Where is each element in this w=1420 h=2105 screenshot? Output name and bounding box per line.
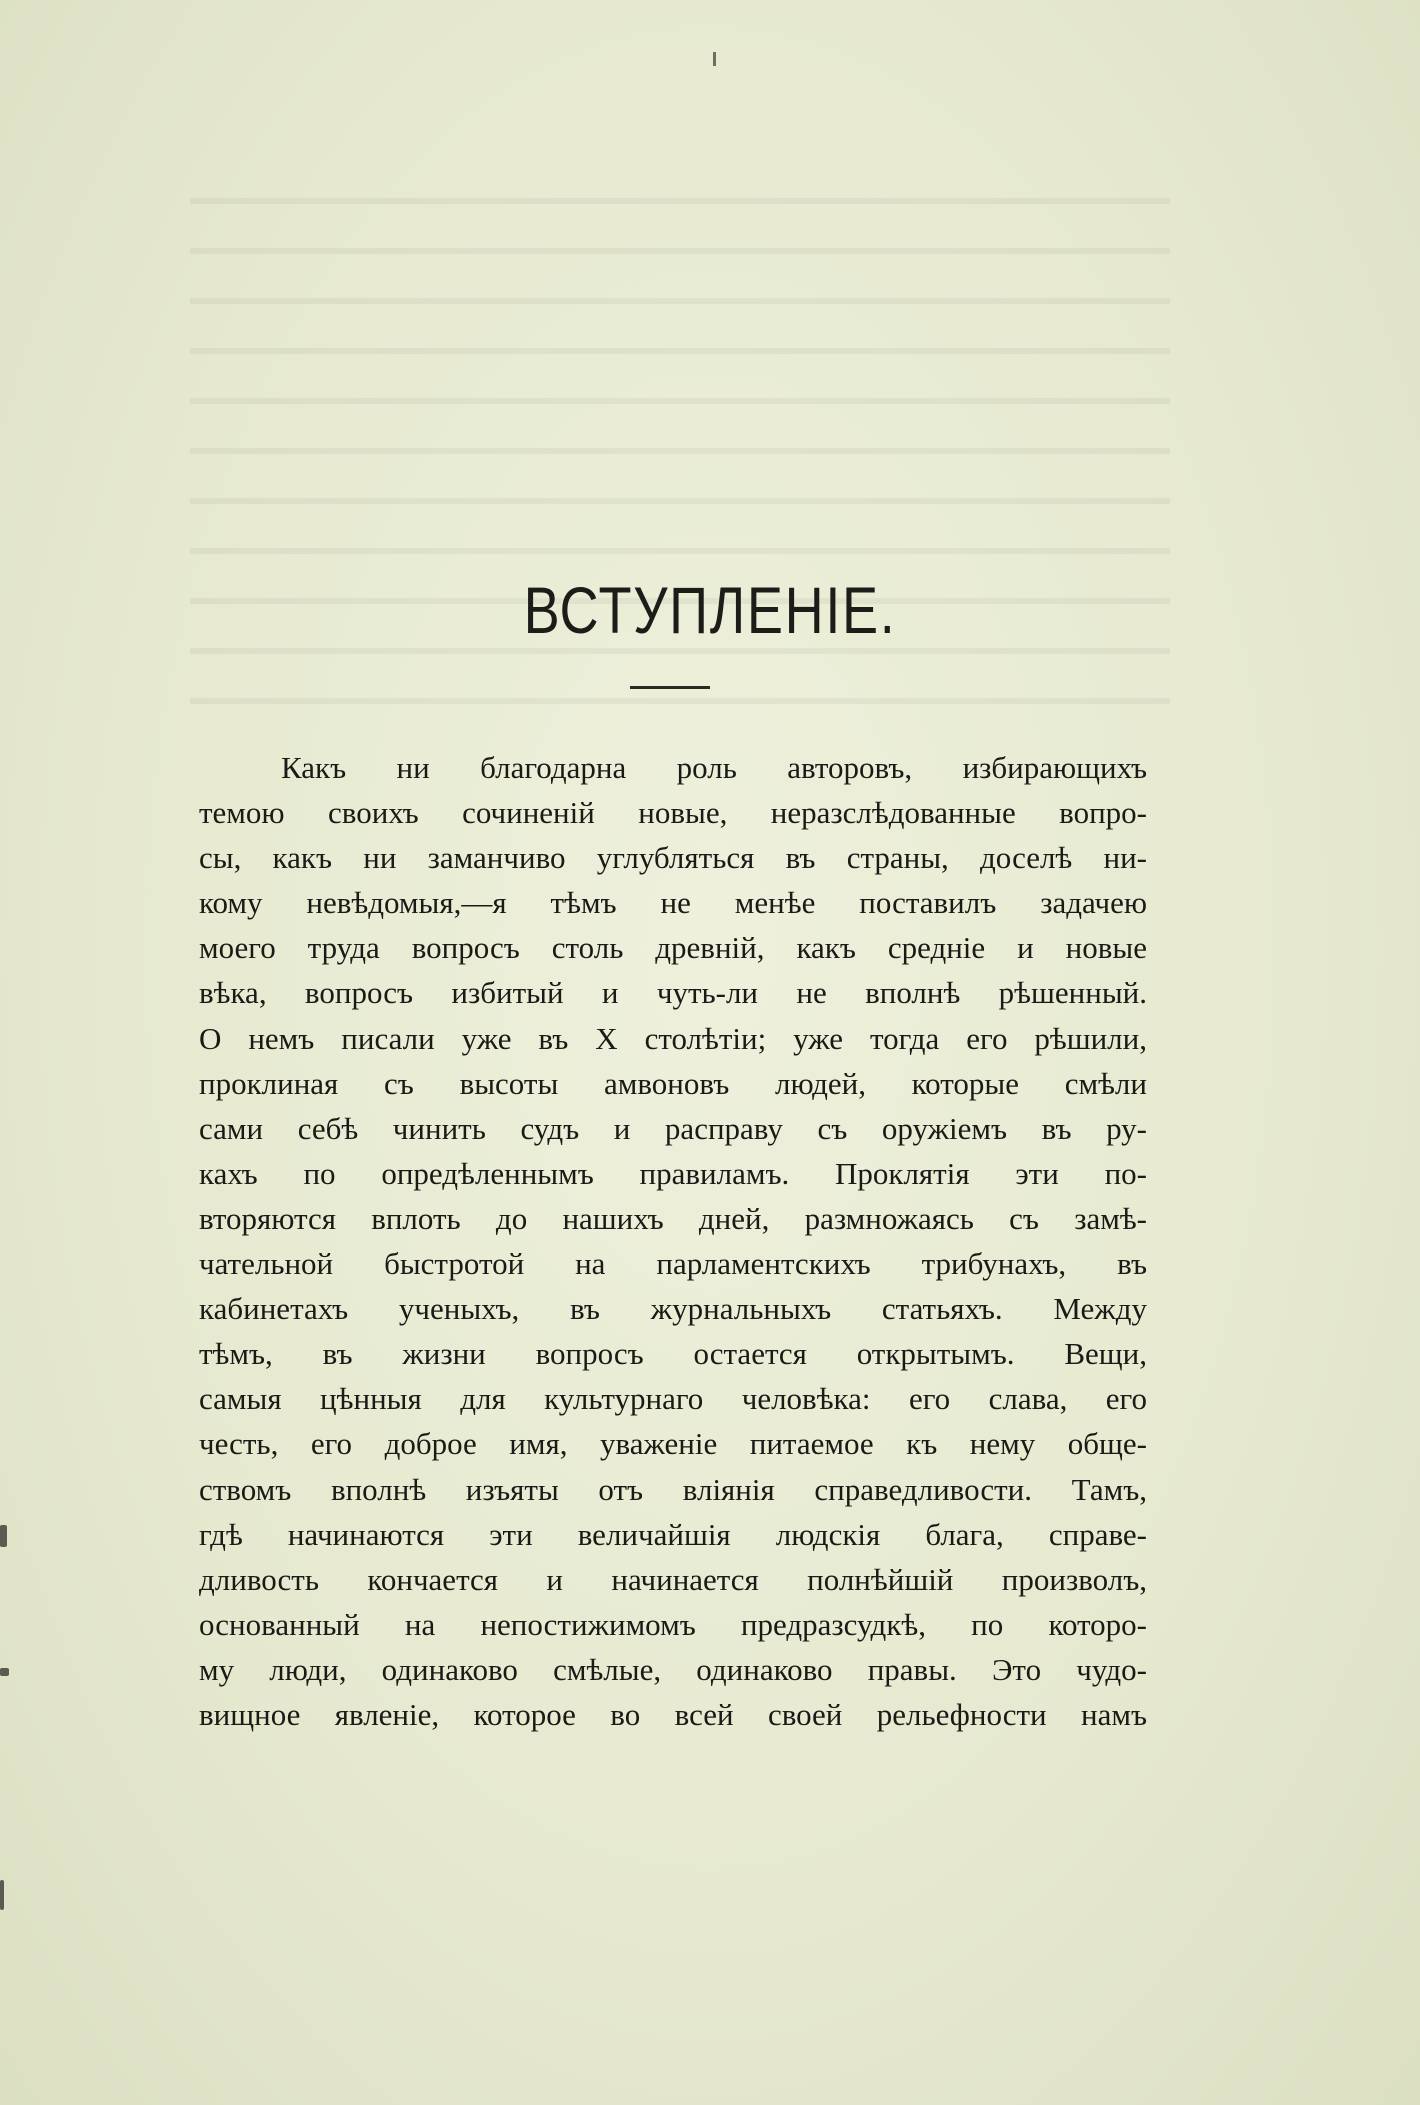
edge-mark <box>0 1525 7 1547</box>
text-line: дливость кончается и начинается полнѣйшій произволъ, <box>199 1561 1147 1597</box>
text-line: честь, его доброе имя, уваженіе питаемое къ нему обще- <box>199 1426 1147 1462</box>
text-line: Какъ ни благодарна роль авторовъ, избирающихъ <box>281 750 1147 785</box>
text-line: кахъ по опредѣленнымъ правиламъ. Проклятія эти по- <box>199 1155 1147 1191</box>
page-mark <box>713 52 716 66</box>
text-line: моего труда вопросъ столь древній, какъ средніе и новые <box>199 930 1147 966</box>
edge-mark <box>0 1668 9 1676</box>
text-line: основанный на непостижимомъ предразсудкѣ, по которо- <box>199 1606 1147 1642</box>
title-rule <box>630 686 710 689</box>
text-line: кому невѣдомыя,—я тѣмъ не менѣе поставилъ задачею <box>199 885 1147 921</box>
text-line: му люди, одинаково смѣлые, одинаково правы. Это чудо- <box>199 1651 1147 1687</box>
text-line: сы, какъ ни заманчиво углубляться въ страны, доселѣ ни- <box>199 840 1147 876</box>
body-text <box>199 745 1147 1737</box>
text-line: ствомъ вполнѣ изъяты отъ вліянія справедливости. Тамъ, <box>199 1471 1147 1507</box>
text-line: проклиная съ высоты амвоновъ людей, которые смѣли <box>199 1065 1147 1101</box>
text-line: темою своихъ сочиненій новые, неразслѣдованные вопро- <box>199 795 1147 831</box>
text-line: самыя цѣнныя для культурнаго человѣка: его слава, его <box>199 1381 1147 1417</box>
text-line: чательной быстротой на парламентскихъ трибунахъ, въ <box>199 1246 1147 1282</box>
text-line: вѣка, вопросъ избитый и чуть-ли не вполнѣ рѣшенный. <box>199 975 1147 1011</box>
text-line: сами себѣ чинить судъ и расправу съ оружіемъ въ ру- <box>199 1110 1147 1146</box>
text-line: кабинетахъ ученыхъ, въ журнальныхъ статьяхъ. Между <box>199 1291 1147 1327</box>
text-line: тѣмъ, въ жизни вопросъ остается открытымъ. Вещи, <box>199 1336 1147 1372</box>
edge-mark <box>0 1880 4 1910</box>
text-line: вищное явленіе, которое во всей своей рельефности намъ <box>199 1696 1147 1732</box>
text-line: О немъ писали уже въ X столѣтіи; уже тогда его рѣшили, <box>199 1020 1147 1056</box>
text-line: вторяются вплоть до нашихъ дней, размножаясь съ замѣ- <box>199 1200 1147 1236</box>
text-line: гдѣ начинаются эти величайшія людскія блага, справе- <box>199 1516 1147 1552</box>
chapter-title: ВСТУПЛЕНІЕ. <box>523 573 897 647</box>
